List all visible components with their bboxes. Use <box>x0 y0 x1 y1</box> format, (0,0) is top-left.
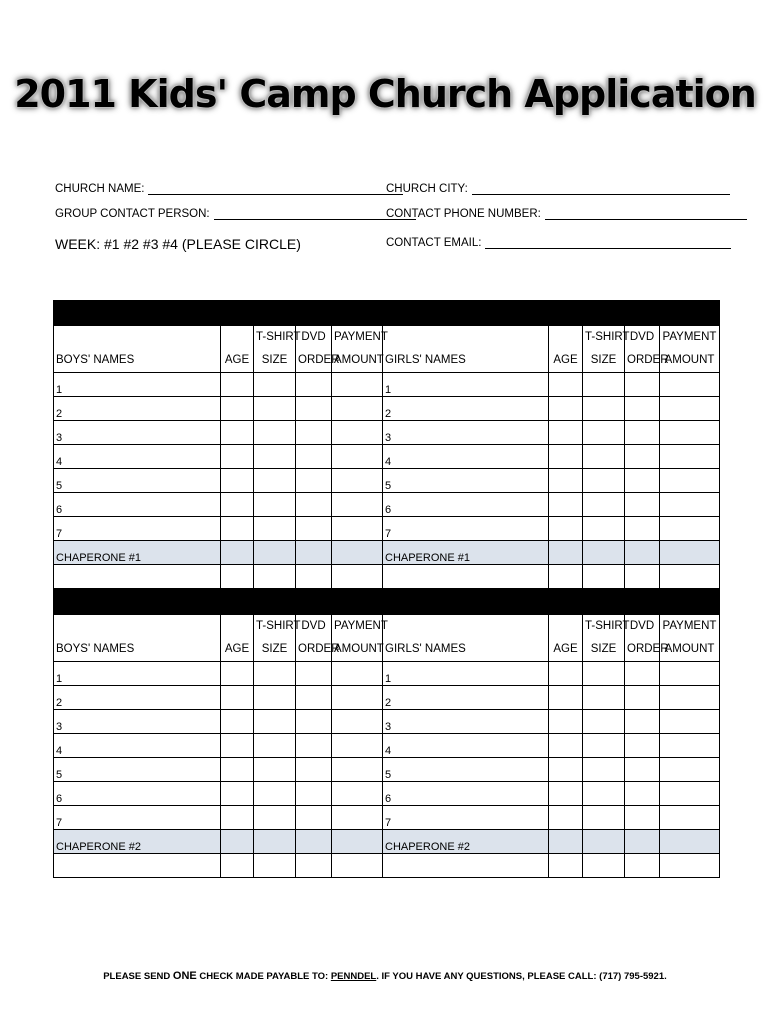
entry-cell[interactable] <box>625 686 660 710</box>
entry-cell[interactable] <box>296 493 332 517</box>
entry-cell[interactable] <box>625 517 660 541</box>
column-headers <box>54 615 720 662</box>
entry-cell[interactable] <box>625 830 660 854</box>
entry-cell[interactable] <box>660 493 720 517</box>
entry-cell[interactable] <box>660 758 720 782</box>
entry-cell[interactable] <box>549 830 583 854</box>
entry-cell[interactable] <box>625 493 660 517</box>
church-city-label: CHURCH CITY: <box>386 183 468 195</box>
blank-row <box>54 565 720 589</box>
entry-cell[interactable] <box>625 758 660 782</box>
girl-name-cell[interactable]: 1 <box>383 373 549 397</box>
contact-phone-label: CONTACT PHONE NUMBER: <box>386 208 541 220</box>
entry-cell[interactable] <box>625 373 660 397</box>
entry-cell[interactable] <box>583 686 625 710</box>
entry-cell[interactable] <box>254 782 296 806</box>
entry-cell[interactable] <box>332 421 383 445</box>
entry-cell[interactable] <box>660 734 720 758</box>
entry-cell[interactable] <box>296 734 332 758</box>
payment-header: PAYMENT AMOUNT <box>660 615 720 662</box>
girl-name-cell[interactable]: 1 <box>383 662 549 686</box>
entry-cell[interactable] <box>625 541 660 565</box>
entry-cell[interactable] <box>625 662 660 686</box>
entry-cell[interactable] <box>254 397 296 421</box>
roster-table-2 <box>53 589 720 878</box>
girls-names-header: GIRLS' NAMES <box>383 615 549 662</box>
table-row <box>54 686 720 710</box>
entry-cell[interactable] <box>254 686 296 710</box>
entry-cell[interactable] <box>625 421 660 445</box>
entry-cell[interactable] <box>221 373 254 397</box>
entry-cell[interactable] <box>549 397 583 421</box>
entry-cell[interactable] <box>583 373 625 397</box>
girl-name-cell[interactable]: 6 <box>383 782 549 806</box>
table-row <box>54 758 720 782</box>
entry-cell[interactable] <box>549 517 583 541</box>
entry-cell[interactable] <box>332 686 383 710</box>
contact-email-label: CONTACT EMAIL: <box>386 237 482 249</box>
entry-cell[interactable] <box>296 541 332 565</box>
table-row <box>54 710 720 734</box>
table-row <box>54 373 720 397</box>
entry-cell[interactable] <box>549 710 583 734</box>
church-name-field[interactable] <box>55 182 403 195</box>
entry-cell[interactable] <box>660 517 720 541</box>
contact-phone-field[interactable] <box>386 207 747 220</box>
table-row <box>54 517 720 541</box>
entry-cell[interactable] <box>660 541 720 565</box>
group-contact-label: GROUP CONTACT PERSON: <box>55 208 210 220</box>
boy-name-cell[interactable]: 3 <box>54 421 221 445</box>
boy-name-cell[interactable]: CHAPERONE #2 <box>54 830 221 854</box>
group-contact-field[interactable] <box>55 207 416 220</box>
entry-cell[interactable] <box>660 710 720 734</box>
boy-name-cell[interactable]: 3 <box>54 710 221 734</box>
boy-name-cell[interactable] <box>54 565 221 589</box>
table-row <box>54 782 720 806</box>
entry-cell[interactable] <box>549 373 583 397</box>
girl-name-cell[interactable]: CHAPERONE #2 <box>383 830 549 854</box>
entry-cell[interactable] <box>332 662 383 686</box>
church-city-field[interactable] <box>386 182 730 195</box>
girls-names-header: GIRLS' NAMES <box>383 326 549 373</box>
boy-name-cell[interactable]: 5 <box>54 469 221 493</box>
contact-email-field[interactable] <box>386 236 731 249</box>
entry-cell[interactable] <box>625 806 660 830</box>
entry-cell[interactable] <box>660 373 720 397</box>
entry-cell[interactable] <box>660 806 720 830</box>
boy-name-cell[interactable]: 2 <box>54 397 221 421</box>
header-band <box>54 301 720 326</box>
table-row <box>54 397 720 421</box>
entry-cell[interactable] <box>332 517 383 541</box>
entry-cell[interactable] <box>296 686 332 710</box>
entry-cell[interactable] <box>332 830 383 854</box>
entry-cell[interactable] <box>332 373 383 397</box>
footer-note: PLEASE SEND ONE CHECK MADE PAYABLE TO: PENNDEL. IF YOU HAVE ANY QUESTIONS, PLEASE CALL: (717) 795-5921. <box>103 970 667 982</box>
tshirt-header: T-SHIRT SIZE <box>254 326 296 373</box>
entry-cell[interactable] <box>625 782 660 806</box>
boy-name-cell[interactable]: CHAPERONE #1 <box>54 541 221 565</box>
entry-cell[interactable] <box>660 565 720 589</box>
entry-cell[interactable] <box>660 421 720 445</box>
entry-cell[interactable] <box>625 397 660 421</box>
entry-cell[interactable] <box>332 854 383 878</box>
entry-cell[interactable] <box>660 662 720 686</box>
entry-cell[interactable] <box>332 734 383 758</box>
entry-cell[interactable] <box>583 782 625 806</box>
entry-cell[interactable] <box>296 517 332 541</box>
entry-cell[interactable] <box>660 830 720 854</box>
boy-name-cell[interactable]: 7 <box>54 517 221 541</box>
tshirt-header: T-SHIRT SIZE <box>583 615 625 662</box>
girl-name-cell[interactable]: 7 <box>383 806 549 830</box>
entry-cell[interactable] <box>583 397 625 421</box>
entry-cell[interactable] <box>296 758 332 782</box>
entry-cell[interactable] <box>660 686 720 710</box>
table-row <box>54 734 720 758</box>
entry-cell[interactable] <box>296 854 332 878</box>
entry-cell[interactable] <box>583 421 625 445</box>
entry-cell[interactable] <box>296 565 332 589</box>
column-headers <box>54 326 720 373</box>
entry-cell[interactable] <box>221 541 254 565</box>
chaperone-row <box>54 541 720 565</box>
entry-cell[interactable] <box>254 493 296 517</box>
table-row <box>54 806 720 830</box>
entry-cell[interactable] <box>660 469 720 493</box>
boy-name-cell[interactable]: 4 <box>54 734 221 758</box>
entry-cell[interactable] <box>583 493 625 517</box>
entry-cell[interactable] <box>332 397 383 421</box>
table-row <box>54 493 720 517</box>
entry-cell[interactable] <box>296 469 332 493</box>
girl-name-cell[interactable] <box>383 854 549 878</box>
entry-cell[interactable] <box>549 734 583 758</box>
contact-email-line[interactable] <box>485 236 731 249</box>
entry-cell[interactable] <box>254 517 296 541</box>
girl-name-cell[interactable]: 2 <box>383 397 549 421</box>
church-name-label: CHURCH NAME: <box>55 183 145 195</box>
girl-name-cell[interactable]: 2 <box>383 686 549 710</box>
rows-body-1 <box>54 373 720 589</box>
tshirt-header: T-SHIRT SIZE <box>583 326 625 373</box>
entry-cell[interactable] <box>296 710 332 734</box>
entry-cell[interactable] <box>221 806 254 830</box>
dvd-header: DVD ORDER <box>296 326 332 373</box>
girl-name-cell[interactable]: 7 <box>383 517 549 541</box>
entry-cell[interactable] <box>221 517 254 541</box>
table-row <box>54 662 720 686</box>
entry-cell[interactable] <box>332 565 383 589</box>
entry-cell[interactable] <box>583 517 625 541</box>
roster-table-1 <box>53 300 720 589</box>
entry-cell[interactable] <box>332 493 383 517</box>
rows-body-2 <box>54 662 720 878</box>
entry-cell[interactable] <box>221 445 254 469</box>
entry-cell[interactable] <box>221 734 254 758</box>
entry-cell[interactable] <box>221 397 254 421</box>
entry-cell[interactable] <box>549 445 583 469</box>
contact-phone-line[interactable] <box>545 207 747 220</box>
boy-name-cell[interactable]: 6 <box>54 493 221 517</box>
entry-cell[interactable] <box>583 662 625 686</box>
entry-cell[interactable] <box>254 541 296 565</box>
dvd-header: DVD ORDER <box>625 326 660 373</box>
entry-cell[interactable] <box>296 445 332 469</box>
boy-name-cell[interactable]: 1 <box>54 662 221 686</box>
payment-header: PAYMENT AMOUNT <box>332 615 383 662</box>
entry-cell[interactable] <box>660 854 720 878</box>
entry-cell[interactable] <box>221 782 254 806</box>
entry-cell[interactable] <box>221 710 254 734</box>
age-header: AGE <box>221 615 254 662</box>
girl-name-cell[interactable]: 4 <box>383 445 549 469</box>
entry-cell[interactable] <box>660 397 720 421</box>
header-band <box>54 590 720 615</box>
entry-cell[interactable] <box>332 806 383 830</box>
entry-cell[interactable] <box>296 397 332 421</box>
girl-name-cell[interactable]: 3 <box>383 710 549 734</box>
girl-name-cell[interactable]: 5 <box>383 469 549 493</box>
entry-cell[interactable] <box>221 854 254 878</box>
entry-cell[interactable] <box>583 854 625 878</box>
entry-cell[interactable] <box>549 565 583 589</box>
entry-cell[interactable] <box>296 373 332 397</box>
entry-cell[interactable] <box>221 469 254 493</box>
entry-cell[interactable] <box>583 806 625 830</box>
entry-cell[interactable] <box>549 806 583 830</box>
entry-cell[interactable] <box>549 686 583 710</box>
boys-names-header: BOYS' NAMES <box>54 326 221 373</box>
age-header: AGE <box>549 326 583 373</box>
entry-cell[interactable] <box>583 734 625 758</box>
entry-cell[interactable] <box>221 830 254 854</box>
boy-name-cell[interactable]: 6 <box>54 782 221 806</box>
boy-name-cell[interactable]: 5 <box>54 758 221 782</box>
girl-name-cell[interactable]: 3 <box>383 421 549 445</box>
tshirt-header: T-SHIRT SIZE <box>254 615 296 662</box>
week-selection[interactable]: WEEK: #1 #2 #3 #4 (PLEASE CIRCLE) <box>55 236 301 252</box>
girl-name-cell[interactable]: 6 <box>383 493 549 517</box>
entry-cell[interactable] <box>296 662 332 686</box>
entry-cell[interactable] <box>332 469 383 493</box>
entry-cell[interactable] <box>296 830 332 854</box>
entry-cell[interactable] <box>549 662 583 686</box>
table-row <box>54 445 720 469</box>
entry-cell[interactable] <box>221 662 254 686</box>
entry-cell[interactable] <box>254 469 296 493</box>
entry-cell[interactable] <box>583 541 625 565</box>
entry-cell[interactable] <box>549 541 583 565</box>
entry-cell[interactable] <box>660 445 720 469</box>
entry-cell[interactable] <box>583 758 625 782</box>
entry-cell[interactable] <box>625 565 660 589</box>
entry-cell[interactable] <box>221 758 254 782</box>
entry-cell[interactable] <box>549 854 583 878</box>
boy-name-cell[interactable]: 4 <box>54 445 221 469</box>
entry-cell[interactable] <box>332 710 383 734</box>
entry-cell[interactable] <box>254 854 296 878</box>
entry-cell[interactable] <box>625 854 660 878</box>
page-title: 2011 Kids' Camp Church Application <box>14 72 756 116</box>
church-name-line[interactable] <box>148 182 403 195</box>
entry-cell[interactable] <box>625 710 660 734</box>
girl-name-cell[interactable]: 4 <box>383 734 549 758</box>
entry-cell[interactable] <box>332 541 383 565</box>
entry-cell[interactable] <box>254 806 296 830</box>
entry-cell[interactable] <box>549 469 583 493</box>
entry-cell[interactable] <box>254 662 296 686</box>
entry-cell[interactable] <box>254 421 296 445</box>
entry-cell[interactable] <box>221 421 254 445</box>
entry-cell[interactable] <box>254 445 296 469</box>
age-header: AGE <box>549 615 583 662</box>
table-row <box>54 469 720 493</box>
entry-cell[interactable] <box>583 710 625 734</box>
entry-cell[interactable] <box>254 565 296 589</box>
age-header: AGE <box>221 326 254 373</box>
payment-header: PAYMENT AMOUNT <box>332 326 383 373</box>
boy-name-cell[interactable] <box>54 854 221 878</box>
dvd-header: DVD ORDER <box>296 615 332 662</box>
entry-cell[interactable] <box>296 421 332 445</box>
girl-name-cell[interactable]: 5 <box>383 758 549 782</box>
payee: PENNDEL <box>330 971 377 982</box>
entry-cell[interactable] <box>549 493 583 517</box>
entry-cell[interactable] <box>296 782 332 806</box>
entry-cell[interactable] <box>221 686 254 710</box>
entry-cell[interactable] <box>549 758 583 782</box>
boy-name-cell[interactable]: 2 <box>54 686 221 710</box>
entry-cell[interactable] <box>254 373 296 397</box>
entry-cell[interactable] <box>549 421 583 445</box>
entry-cell[interactable] <box>583 445 625 469</box>
entry-cell[interactable] <box>254 830 296 854</box>
boy-name-cell[interactable]: 7 <box>54 806 221 830</box>
boys-names-header: BOYS' NAMES <box>54 615 221 662</box>
entry-cell[interactable] <box>332 782 383 806</box>
girl-name-cell[interactable]: CHAPERONE #1 <box>383 541 549 565</box>
entry-cell[interactable] <box>625 469 660 493</box>
entry-cell[interactable] <box>549 782 583 806</box>
payment-header: PAYMENT AMOUNT <box>660 326 720 373</box>
girl-name-cell[interactable] <box>383 565 549 589</box>
entry-cell[interactable] <box>583 830 625 854</box>
entry-cell[interactable] <box>332 758 383 782</box>
boy-name-cell[interactable]: 1 <box>54 373 221 397</box>
entry-cell[interactable] <box>296 806 332 830</box>
entry-cell[interactable] <box>625 445 660 469</box>
entry-cell[interactable] <box>332 445 383 469</box>
blank-row <box>54 854 720 878</box>
entry-cell[interactable] <box>583 565 625 589</box>
dvd-header: DVD ORDER <box>625 615 660 662</box>
entry-cell[interactable] <box>660 782 720 806</box>
entry-cell[interactable] <box>221 565 254 589</box>
entry-cell[interactable] <box>583 469 625 493</box>
entry-cell[interactable] <box>254 710 296 734</box>
entry-cell[interactable] <box>625 734 660 758</box>
chaperone-row <box>54 830 720 854</box>
entry-cell[interactable] <box>254 734 296 758</box>
entry-cell[interactable] <box>254 758 296 782</box>
church-city-line[interactable] <box>472 182 730 195</box>
table-row <box>54 421 720 445</box>
entry-cell[interactable] <box>221 493 254 517</box>
